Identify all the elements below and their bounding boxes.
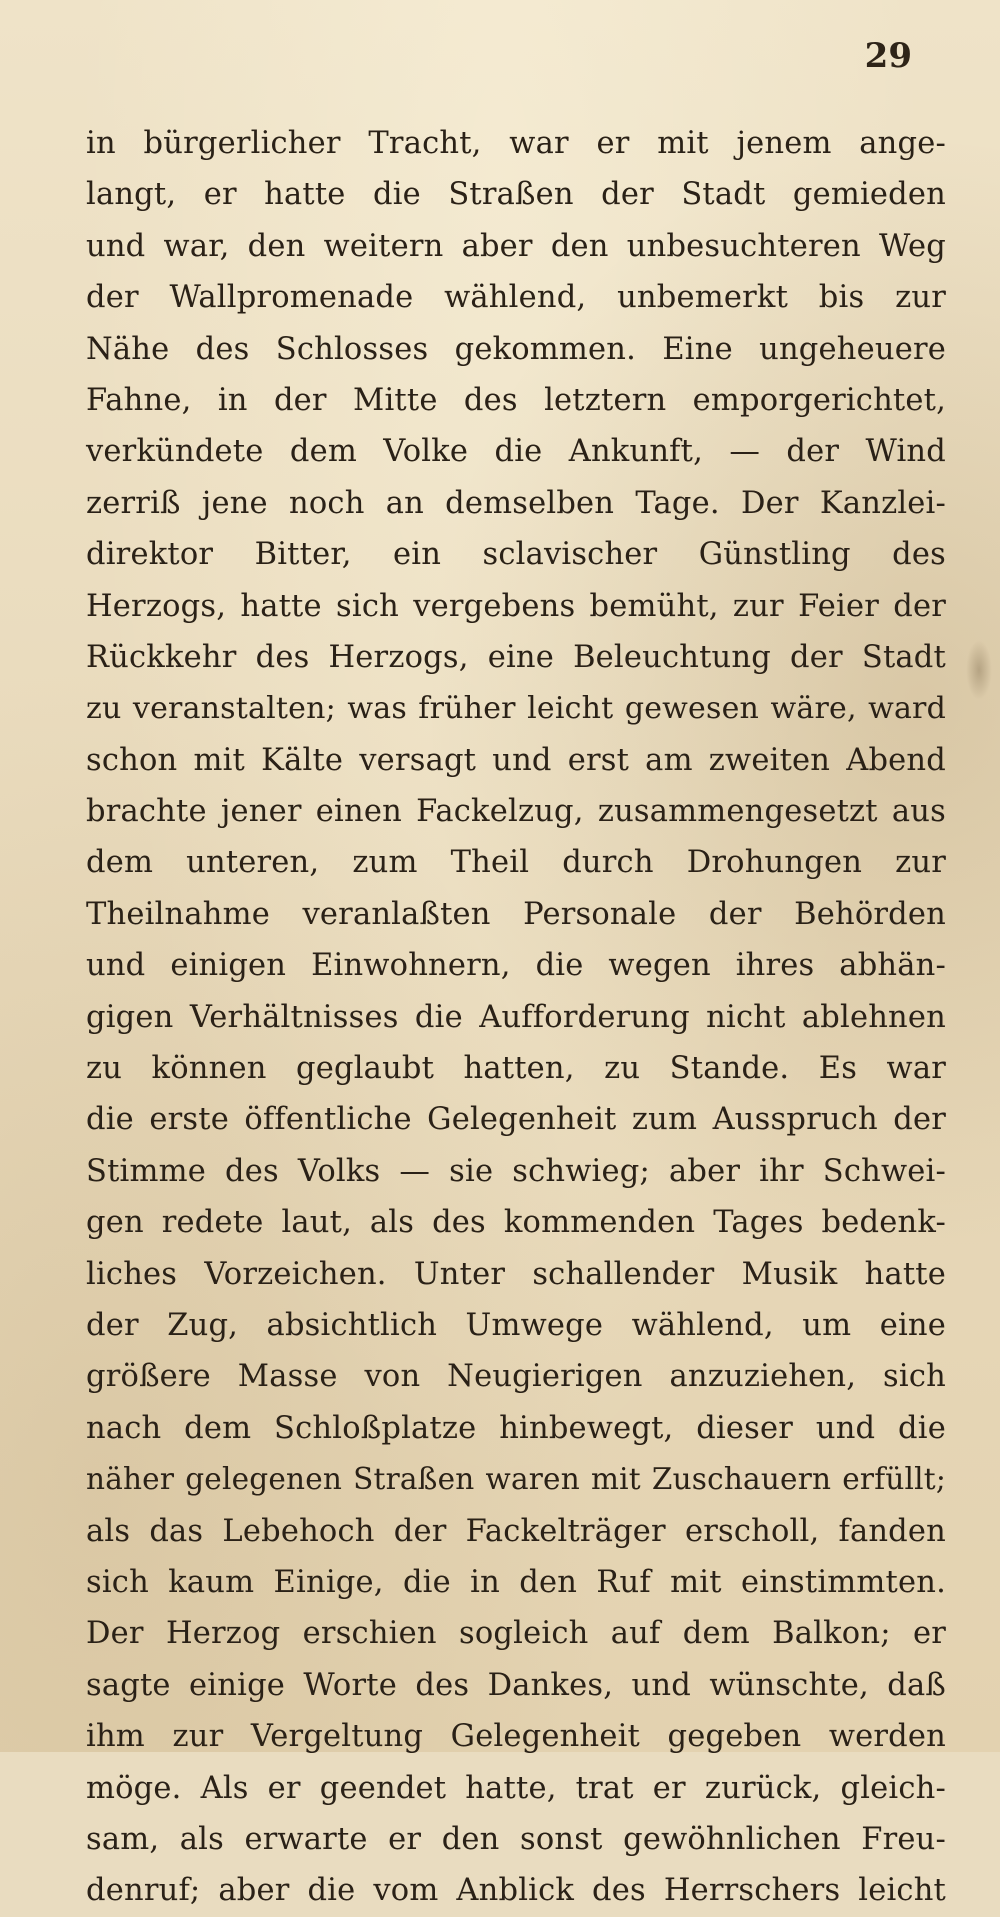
text-line: brachte jener einen Fackelzug, zusammengesetzt aus — [86, 794, 946, 830]
paper-stain — [966, 640, 992, 700]
text-line: gen redete laut, als des kommenden Tages bedenk- — [86, 1205, 946, 1241]
text-line: Rückkehr des Herzogs, eine Beleuchtung der Stadt — [86, 639, 946, 675]
text-line: dem unteren, zum Theil durch Drohungen zur — [86, 845, 946, 881]
text-line: Nähe des Schlosses gekommen. Eine ungeheuere — [86, 331, 946, 367]
text-line: Der Herzog erschien sogleich auf dem Balkon; er — [86, 1616, 946, 1652]
text-line: möge. Als er geendet hatte, trat er zurück, gleich- — [86, 1770, 946, 1806]
text-line: verkündete dem Volke die Ankunft, — der Wind — [86, 434, 946, 470]
text-line: als das Lebehoch der Fackelträger erscholl, fanden — [86, 1513, 946, 1549]
text-line: größere Masse von Neugierigen anzuziehen, sich — [86, 1359, 946, 1395]
text-line: zu veranstalten; was früher leicht gewesen wäre, ward — [86, 691, 946, 727]
text-line: Stimme des Volks — sie schwieg; aber ihr Schwei- — [86, 1153, 946, 1189]
text-line: denruf; aber die vom Anblick des Herrschers leicht — [86, 1873, 946, 1909]
text-line: und einigen Einwohnern, die wegen ihres abhän- — [86, 948, 946, 984]
text-line: gigen Verhältnisses die Aufforderung nicht ablehnen — [86, 999, 946, 1035]
text-line: langt, er hatte die Straßen der Stadt gemieden — [86, 177, 946, 213]
text-line: zu können geglaubt hatten, zu Stande. Es war — [86, 1051, 946, 1087]
page-number: 29 — [864, 36, 912, 76]
text-line: und war, den weitern aber den unbesuchteren Weg — [86, 228, 946, 264]
text-line: sam, als erwarte er den sonst gewöhnlichen Freu- — [86, 1821, 946, 1857]
text-line: Theilnahme veranlaßten Personale der Behörden — [86, 896, 946, 932]
text-line: liches Vorzeichen. Unter schallender Musik hatte — [86, 1256, 946, 1292]
text-line: zerriß jene noch an demselben Tage. Der Kanzlei- — [86, 485, 946, 521]
text-line: direktor Bitter, ein sclavischer Günstling des — [86, 537, 946, 573]
text-line: ihm zur Vergeltung Gelegenheit gegeben werden — [86, 1719, 946, 1755]
body-text — [86, 118, 946, 1917]
text-line: Fahne, in der Mitte des letztern emporgerichtet, — [86, 382, 946, 418]
text-line: der Wallpromenade wählend, unbemerkt bis zur — [86, 280, 946, 316]
text-line: sich kaum Einige, die in den Ruf mit einstimmten. — [86, 1564, 946, 1600]
text-line: in bürgerlicher Tracht, war er mit jenem ange- — [86, 126, 946, 161]
text-line: die erste öffentliche Gelegenheit zum Ausspruch der — [86, 1102, 946, 1138]
text-line: der Zug, absichtlich Umwege wählend, um eine — [86, 1307, 946, 1343]
text-line: schon mit Kälte versagt und erst am zweiten Abend — [86, 742, 946, 778]
text-line: nach dem Schloßplatze hinbewegt, dieser und die — [86, 1410, 946, 1446]
text-line: Herzogs, hatte sich vergebens bemüht, zur Feier der — [86, 588, 946, 624]
text-line: sagte einige Worte des Dankes, und wünschte, daß — [86, 1667, 946, 1703]
text-line: näher gelegenen Straßen waren mit Zuschauern erfüllt; — [86, 1462, 946, 1497]
